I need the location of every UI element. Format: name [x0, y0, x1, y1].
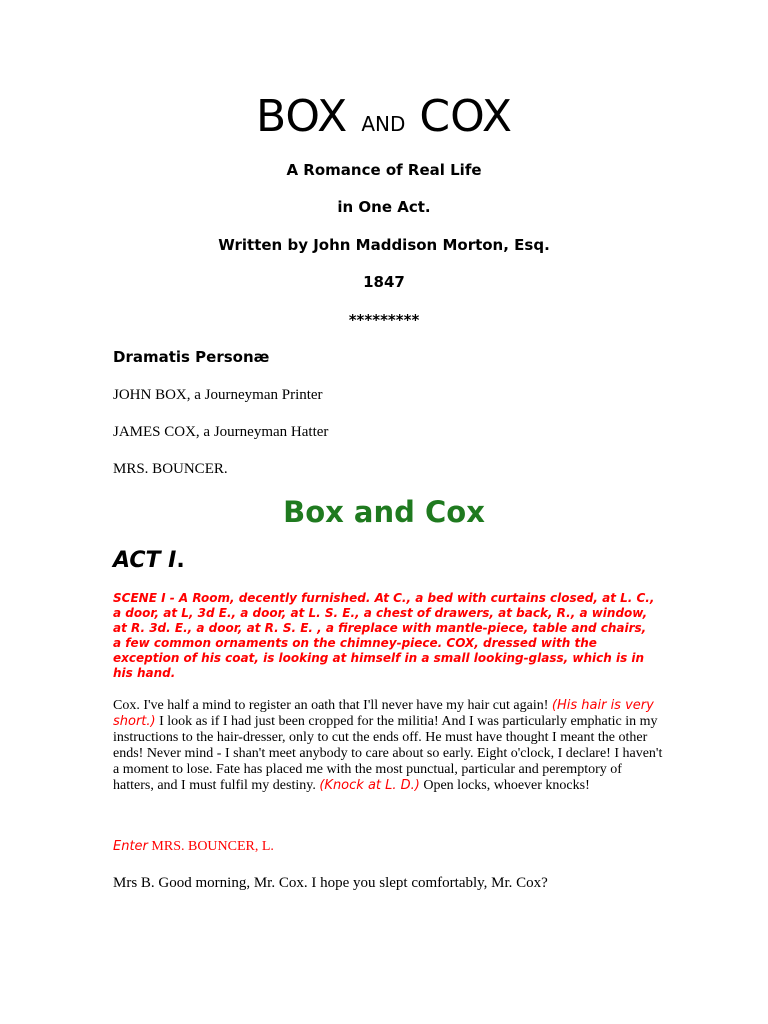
- subtitle: A Romance of Real Life: [286, 161, 482, 179]
- enter-who: MRS. BOUNCER, L.: [147, 839, 274, 854]
- mrs-b-speech: Mrs B. Good morning, Mr. Cox. I hope you slept comfortably, Mr. Cox?: [113, 875, 548, 891]
- personae-heading: Dramatis Personæ: [113, 348, 270, 366]
- year: 1847: [363, 273, 405, 291]
- act-label: ACT I: [113, 548, 177, 573]
- act-dot: .: [176, 548, 185, 573]
- author-line: Written by John Maddison Morton, Esq.: [218, 236, 550, 254]
- document-title: [0, 90, 768, 151]
- cox-speech: [113, 698, 663, 794]
- cox-speech-part1: Cox. I've half a mind to register an oath that I'll never have my hair cut again!: [113, 698, 552, 713]
- cox-speech-part2: I look as if I had just been cropped for the militia! And I was particularly emphatic in my instructions to the hair-dresser, only to cut the ends off. He must have thought I meant the other ends! Never mind - I shan't meet anybody to care about so early. Eight o'clock, I declare! I haven't a moment to lose. Fate has placed me with the most punctual, particular and peremptory of hatters, and I must fulfil my destiny.: [113, 714, 663, 793]
- separator: *********: [348, 311, 420, 329]
- scene-direction: SCENE I - A Room, decently furnished. At C., a bed with curtains closed, at L. C., a door, at L, 3d E., a door, at L. S. E., a chest of drawers, at back, R., a window, at R. 3d. E., a door, at R. S. E. , a fireplace with mantle-piece, table and chairs, a few common ornaments on the chimney-piece. COX, dressed with the exception of his coat, is looking at himself in a small looking-glass, which is in his hand.: [113, 591, 655, 680]
- play-title: Box and Cox: [283, 495, 485, 529]
- acts-line: in One Act.: [337, 198, 431, 216]
- stage-direction-hair: (His hair is very short.): [113, 698, 654, 729]
- cast-item-bouncer: MRS. BOUNCER.: [113, 461, 228, 477]
- cast-item-box: JOHN BOX, a Journeyman Printer: [113, 387, 323, 403]
- enter-word: Enter: [113, 839, 148, 854]
- title-word-and: AND: [361, 112, 406, 136]
- cast-item-cox: JAMES COX, a Journeyman Hatter: [113, 424, 329, 440]
- title-word-box: BOX: [255, 91, 348, 142]
- act-heading: [113, 546, 185, 576]
- stage-direction-knock: (Knock at L. D.): [319, 778, 420, 793]
- cox-speech-part3: Open locks, whoever knocks!: [419, 778, 590, 793]
- entrance-line: [113, 837, 274, 857]
- title-word-cox: COX: [419, 91, 513, 142]
